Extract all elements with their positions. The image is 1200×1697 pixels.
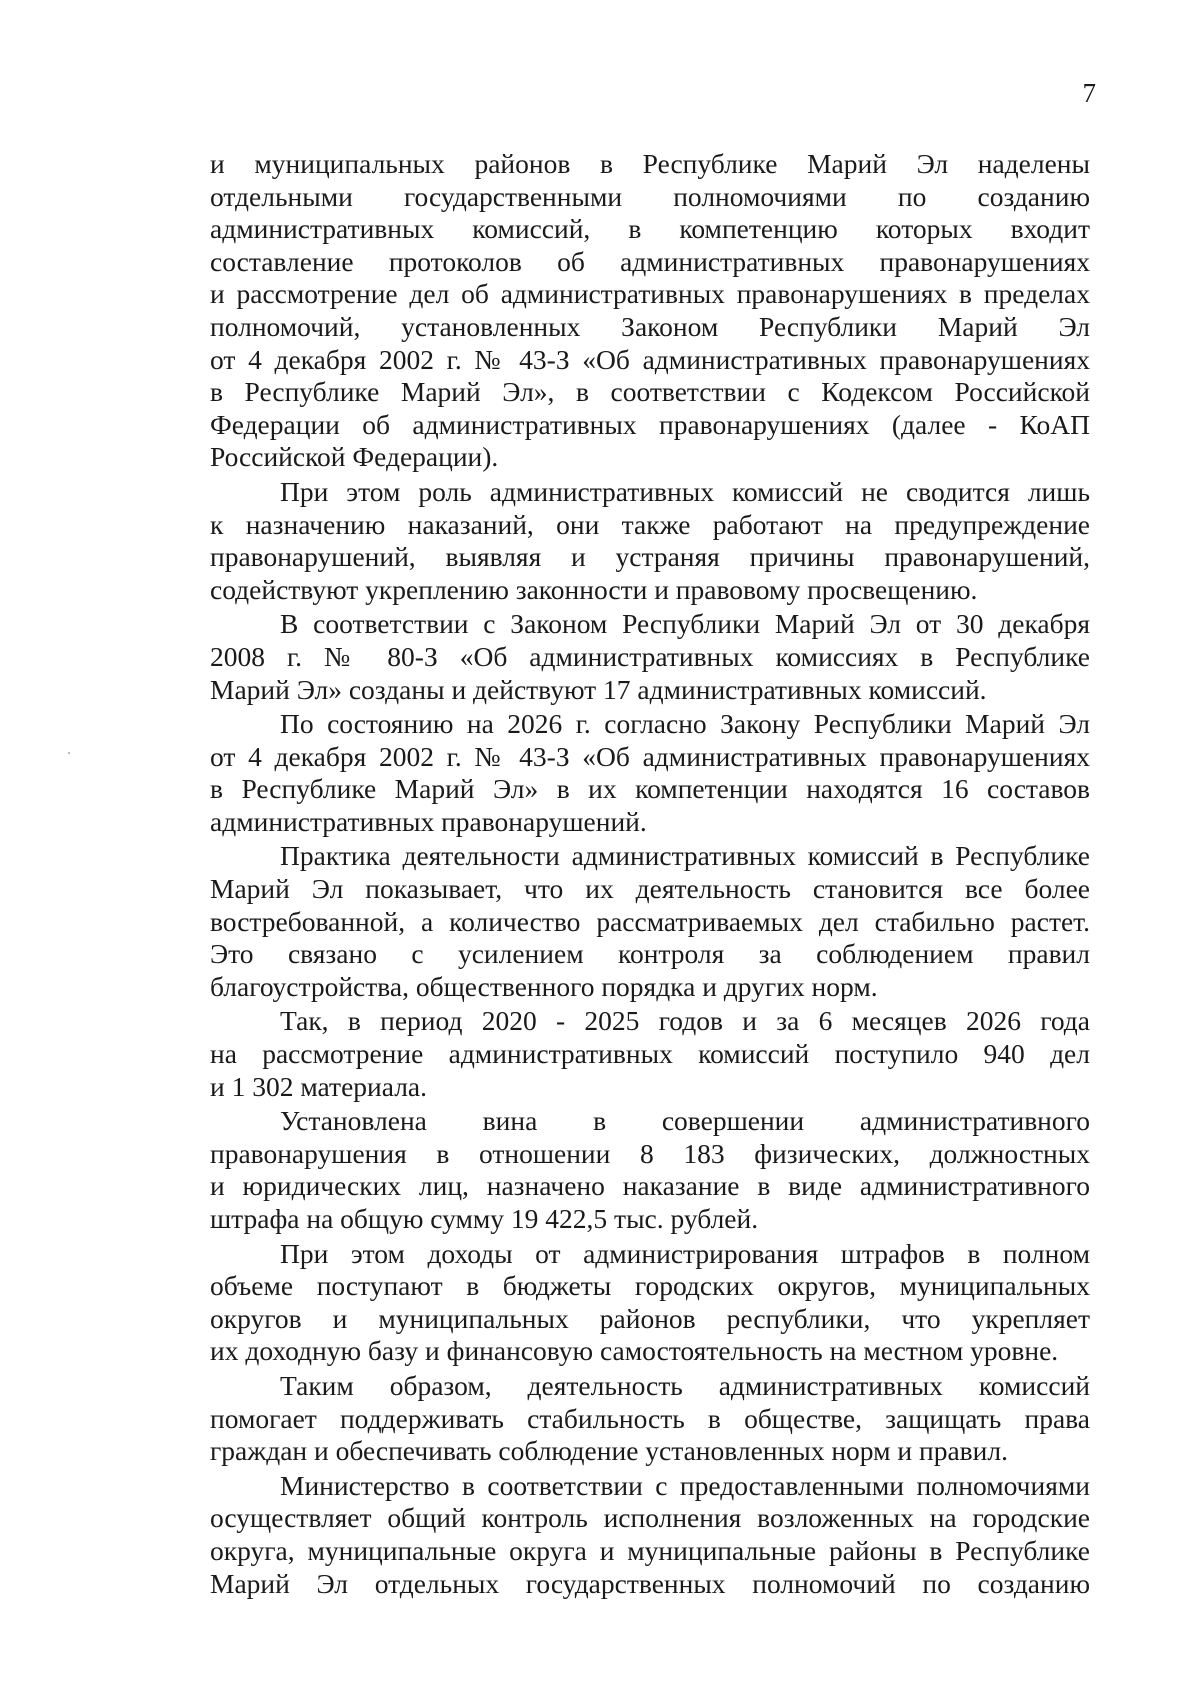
- text-line: В соответствии с Законом Республики Марий Эл от 30 декабря: [280, 608, 1090, 640]
- text-line: правонарушений, выявляя и устраняя причины правонарушений,: [210, 541, 1090, 573]
- text-line: 2008 г. № 80-З «Об административных комиссиях в Республике: [210, 640, 1090, 672]
- text-line: правонарушения в отношении 8 183 физических, должностных: [210, 1137, 1090, 1169]
- paragraph: [210, 148, 1090, 474]
- paragraph: [210, 1105, 1090, 1235]
- text-line: от 4 декабря 2002 г. № 43-З «Об административных правонарушениях: [210, 343, 1090, 375]
- paragraph: [210, 1238, 1090, 1368]
- text-line: административных правонарушений.: [210, 805, 647, 837]
- text-line: Практика деятельности административных комиссий в Республике: [280, 840, 1090, 872]
- paragraph: [210, 608, 1090, 706]
- text-line: их доходную базу и финансовую самостоятельность на местном уровне.: [210, 1335, 1059, 1367]
- paragraph: [210, 708, 1090, 838]
- text-line: Марий Эл показывает, что их деятельность становится все более: [210, 873, 1090, 905]
- text-line: Российской Федерации).: [210, 441, 499, 473]
- document-body: [210, 148, 1090, 1600]
- paragraph: [210, 1470, 1090, 1600]
- text-line: Это связано с усилением контроля за соблюдением правил: [210, 938, 1090, 970]
- text-line: Федерации об административных правонарушениях (далее - КоАП: [210, 408, 1090, 440]
- text-line: содействуют укреплению законности и правовому просвещению.: [210, 573, 978, 605]
- text-line: полномочий, установленных Законом Республики Марий Эл: [210, 310, 1090, 342]
- text-line: Установлена вина в совершении административного: [280, 1105, 1090, 1137]
- paragraph: [210, 1005, 1090, 1103]
- text-line: По состоянию на 2026 г. согласно Закону Республики Марий Эл: [280, 708, 1090, 740]
- text-line: граждан и обеспечивать соблюдение установленных норм и правил.: [210, 1435, 1008, 1467]
- text-line: При этом доходы от администрирования штрафов в полном: [280, 1237, 1090, 1269]
- scan-speck: [68, 752, 70, 754]
- text-line: штрафа на общую сумму 19 422,5 тыс. рублей.: [210, 1203, 759, 1234]
- text-line: в Республике Марий Эл», в соответствии с Кодексом Российской: [210, 376, 1090, 408]
- text-line: востребованной, а количество рассматриваемых дел стабильно растет.: [210, 905, 1090, 937]
- text-line: объеме поступают в бюджеты городских округов, муниципальных: [210, 1270, 1090, 1302]
- text-line: Марий Эл отдельных государственных полномочий по созданию: [210, 1567, 1090, 1599]
- text-line: Таким образом, деятельность административных комиссий: [280, 1369, 1090, 1401]
- text-line: округа, муниципальные округа и муниципальные районы в Республике: [210, 1534, 1090, 1566]
- text-line: административных комиссий, в компетенцию которых входит: [210, 213, 1090, 245]
- text-line: от 4 декабря 2002 г. № 43-З «Об административных правонарушениях: [210, 740, 1090, 772]
- text-line: Марий Эл» созданы и действуют 17 административных комиссий.: [210, 673, 987, 705]
- paragraph: [210, 476, 1090, 606]
- text-line: отдельными государственными полномочиями по созданию: [210, 180, 1090, 212]
- page-number: 7: [1082, 78, 1096, 108]
- text-line: составление протоколов об административных правонарушениях: [210, 245, 1090, 277]
- text-line: в Республике Марий Эл» в их компетенции находятся 16 составов: [210, 773, 1090, 805]
- paragraph: [210, 1370, 1090, 1468]
- paragraph: [210, 840, 1090, 1003]
- text-line: При этом роль административных комиссий не сводится лишь: [280, 475, 1090, 507]
- text-line: к назначению наказаний, они также работают на предупреждение: [210, 508, 1090, 540]
- text-line: и 1 302 материала.: [210, 1070, 427, 1102]
- text-line: помогает поддерживать стабильность в обществе, защищать права: [210, 1402, 1090, 1434]
- text-line: на рассмотрение административных комиссий поступило 940 дел: [210, 1038, 1090, 1070]
- text-line: округов и муниципальных районов республики, что укрепляет: [210, 1302, 1090, 1334]
- text-line: и рассмотрение дел об административных правонарушениях в пределах: [210, 278, 1090, 310]
- text-line: благоустройства, общественного порядка и других норм.: [210, 970, 878, 1002]
- text-line: и юридических лиц, назначено наказание в виде административного: [210, 1170, 1090, 1202]
- text-line: осуществляет общий контроль исполнения возложенных на городские: [210, 1502, 1090, 1534]
- text-line: Министерство в соответствии с предоставленными полномочиями: [280, 1469, 1090, 1501]
- text-line: Так, в период 2020 - 2025 годов и за 6 месяцев 2026 года: [280, 1005, 1090, 1037]
- text-line: и муниципальных районов в Республике Марий Эл наделены: [210, 148, 1090, 179]
